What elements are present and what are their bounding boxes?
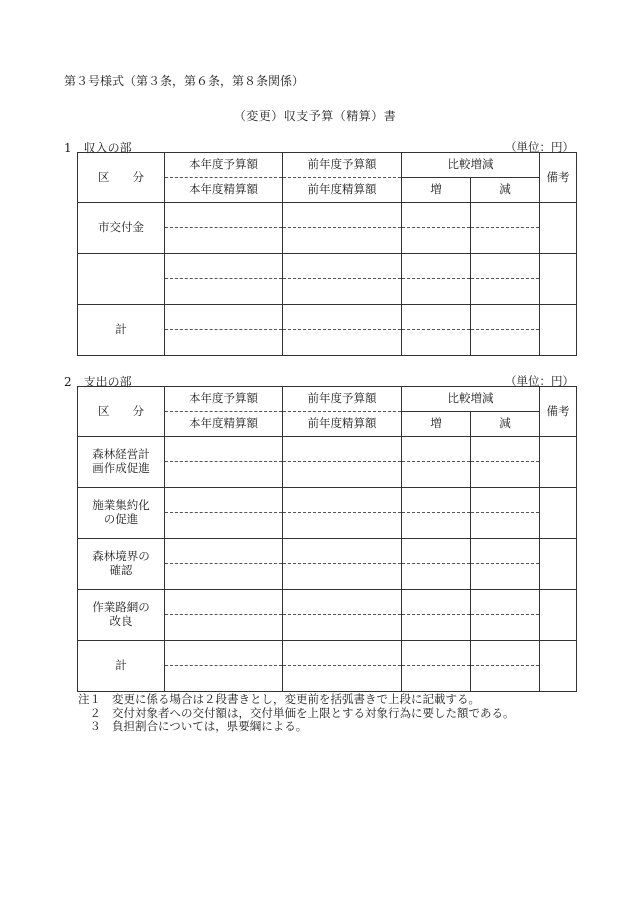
expenditure-total-cell[interactable] [471,641,540,692]
note-item [78,707,515,721]
income-header-previous-budget: 前年度予算額 [283,153,402,178]
expenditure-input-cell[interactable] [471,539,540,590]
expenditure-input-cell[interactable] [471,488,540,539]
income-header-remarks: 備考 [540,153,577,203]
income-input-cell[interactable] [402,203,471,254]
form-number: 第３号様式（第３条，第６条，第８条関係） [64,74,305,88]
income-header-comparison: 比較増減 [402,153,540,178]
income-input-cell[interactable] [283,254,402,305]
expenditure-total-cell[interactable] [402,641,471,692]
expenditure-header-previous-budget: 前年度予算額 [283,387,402,412]
expenditure-row-label-line1: 森林境界の [92,549,150,564]
income-input-cell[interactable] [165,203,283,254]
income-header-current-budget: 本年度予算額 [165,153,283,178]
expenditure-input-cell[interactable] [471,437,540,488]
expenditure-remarks-cell[interactable] [540,641,577,692]
expenditure-table [77,386,577,692]
expenditure-input-cell[interactable] [402,488,471,539]
income-row-label: 市交付金 [78,203,165,254]
expenditure-header-remarks: 備考 [540,387,577,437]
expenditure-row-label-line2: 改良 [109,614,133,628]
expenditure-header-current-settlement: 本年度精算額 [165,412,283,437]
income-input-cell[interactable] [402,254,471,305]
expenditure-row-label [78,437,165,488]
table-row [78,641,577,692]
expenditure-header-current-budget: 本年度予算額 [165,387,283,412]
expenditure-header-decrease: 減 [471,412,540,437]
note-text: 負担割合については，県要綱による。 [112,719,308,733]
expenditure-row-label-line1: 森林経営計 [92,447,150,462]
table-row [78,437,577,488]
expenditure-input-cell[interactable] [283,590,402,641]
income-remarks-cell[interactable] [540,203,577,254]
expenditure-remarks-cell[interactable] [540,590,577,641]
table-row [78,488,577,539]
income-remarks-cell[interactable] [540,254,577,305]
income-total-cell[interactable] [471,305,540,356]
note-item [78,720,515,734]
note-prefix: ２ [78,705,101,720]
table-row [78,539,577,590]
income-header-increase: 増 [402,178,471,203]
expenditure-row-label [78,488,165,539]
expenditure-row-label-line2: 画作成促進 [92,461,150,475]
note-text: 交付対象者への交付額は，交付単価を上限とする対象行為に要した額である。 [112,705,515,720]
income-section-heading: 1 収入の部 [64,141,132,155]
expenditure-section-heading: 2 支出の部 [64,375,132,389]
income-input-cell[interactable] [283,203,402,254]
income-total-cell[interactable] [165,305,283,356]
expenditure-header-category: 区 分 [78,387,165,437]
expenditure-row-label [78,590,165,641]
income-header-current-settlement: 本年度精算額 [165,178,283,203]
expenditure-remarks-cell[interactable] [540,437,577,488]
expenditure-total-cell[interactable] [283,641,402,692]
expenditure-remarks-cell[interactable] [540,539,577,590]
note-prefix: ３ [78,719,101,733]
expenditure-input-cell[interactable] [471,590,540,641]
expenditure-row-label [78,539,165,590]
income-total-cell[interactable] [283,305,402,356]
income-unit-label: （単位：円） [505,140,574,154]
expenditure-input-cell[interactable] [283,539,402,590]
income-header-decrease: 減 [471,178,540,203]
income-input-cell[interactable] [471,254,540,305]
table-row [78,254,577,305]
document-title: （変更）収支予算（精算）書 [233,109,397,123]
expenditure-total-label: 計 [78,641,165,692]
income-total-cell[interactable] [402,305,471,356]
expenditure-header-previous-settlement: 前年度精算額 [283,412,402,437]
income-remarks-cell[interactable] [540,305,577,356]
table-row [78,203,577,254]
table-row [78,305,577,356]
note-text: 変更に係る場合は２段書きとし，変更前を括弧書きで上段に記載する。 [112,692,480,706]
income-table [77,152,577,356]
expenditure-input-cell[interactable] [165,590,283,641]
expenditure-header-comparison: 比較増減 [402,387,540,412]
notes [78,693,515,734]
expenditure-row-label-line2: 確認 [109,563,133,577]
note-item [78,693,515,707]
expenditure-row-label-line2: の促進 [103,512,139,526]
expenditure-remarks-cell[interactable] [540,488,577,539]
income-row-label[interactable] [78,254,165,305]
expenditure-input-cell[interactable] [402,539,471,590]
expenditure-input-cell[interactable] [402,437,471,488]
income-input-cell[interactable] [471,203,540,254]
expenditure-input-cell[interactable] [165,437,283,488]
expenditure-input-cell[interactable] [165,539,283,590]
income-header-category: 区 分 [78,153,165,203]
income-input-cell[interactable] [165,254,283,305]
expenditure-input-cell[interactable] [283,437,402,488]
note-prefix: 注１ [78,692,101,706]
expenditure-row-label-line1: 施業集約化 [92,498,150,513]
expenditure-header-increase: 増 [402,412,471,437]
expenditure-input-cell[interactable] [402,590,471,641]
expenditure-row-label-line1: 作業路網の [92,600,150,615]
income-total-label: 計 [78,305,165,356]
expenditure-input-cell[interactable] [283,488,402,539]
income-header-previous-settlement: 前年度精算額 [283,178,402,203]
expenditure-unit-label: （単位：円） [505,374,574,388]
expenditure-input-cell[interactable] [165,488,283,539]
expenditure-total-cell[interactable] [165,641,283,692]
table-row [78,590,577,641]
